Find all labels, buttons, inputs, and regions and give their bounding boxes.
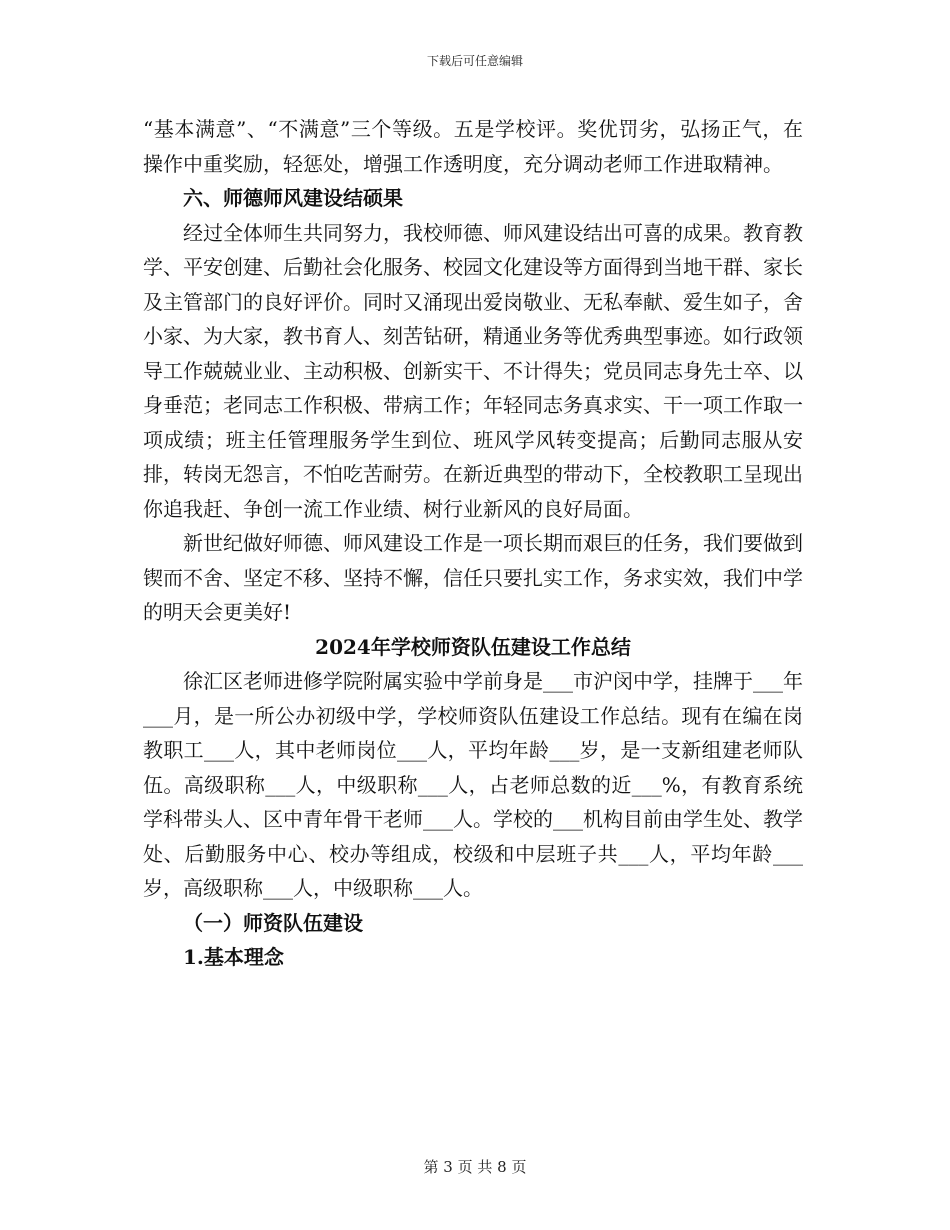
section-heading-achievements: 六、师德师风建设结硕果: [183, 186, 403, 210]
subsection-heading-concept: 1.基本理念: [183, 945, 284, 969]
document-title: 2024年学校师资队伍建设工作总结: [315, 634, 631, 659]
page-number: 第 3 页 共 8 页: [423, 1158, 527, 1176]
paragraph-evaluation: “基本满意”、“不满意”三个等级。五是学校评。奖优罚劣，弘扬正气，在操作中重奖励，轻惩处，增强工作透明度，充分调动老师工作进取精神。: [143, 117, 803, 176]
paragraph-achievements: 经过全体师生共同努力，我校师德、师风建设结出可喜的成果。教育教学、平安创建、后勤社会化服务、校园文化建设等方面得到当地干群、家长及主管部门的良好评价。同时又涌现出爱岗敬业、无私奉献、爱生如子，舍小家、为大家，教书育人、刻苦钻研，精通业务等优秀典型事迹。如行政领导工作兢兢业业、主动积极、创新实干、不计得失；党员同志身先士卒、以身垂范；老同志工作积极、带病工作；年轻同志务真求实、干一项工作取一项成绩；班主任管理服务学生到位、班风学风转变提高；后勤同志服从安排，转岗无怨言，不怕吃苦耐劳。在新近典型的带动下，全校教职工呈现出你追我赶、争创一流工作业绩、树行业新风的良好局面。: [143, 220, 803, 521]
section-heading-faculty: （一）师资队伍建设: [183, 910, 363, 935]
page-header: 下载后可任意编辑: [426, 54, 523, 68]
paragraph-school-intro: 徐汇区老师进修学院附属实验中学前身是___市沪闵中学，挂牌于___年___月，是一所公办初级中学，学校师资队伍建设工作总结。现有在编在岗教职工___人，其中老师岗位___人，平均年龄___岁，是一支新组建老师队伍。高级职称___人，中级职称___人，占老师总数的近___%，有教育系统学科带头人、区中青年骨干老师___人。学校的___机构目前由学生处、教学处、后勤服务中心、校办等组成，校级和中层班子共___人，平均年龄___岁，高级职称___人，中级职称___人。: [143, 669, 803, 900]
document-body: [143, 112, 803, 975]
paragraph-outlook: 新世纪做好师德、师风建设工作是一项长期而艰巨的任务，我们要做到锲而不舍、坚定不移、坚持不懈，信任只要扎实工作，务求实效，我们中学的明天会更美好!: [143, 531, 803, 624]
